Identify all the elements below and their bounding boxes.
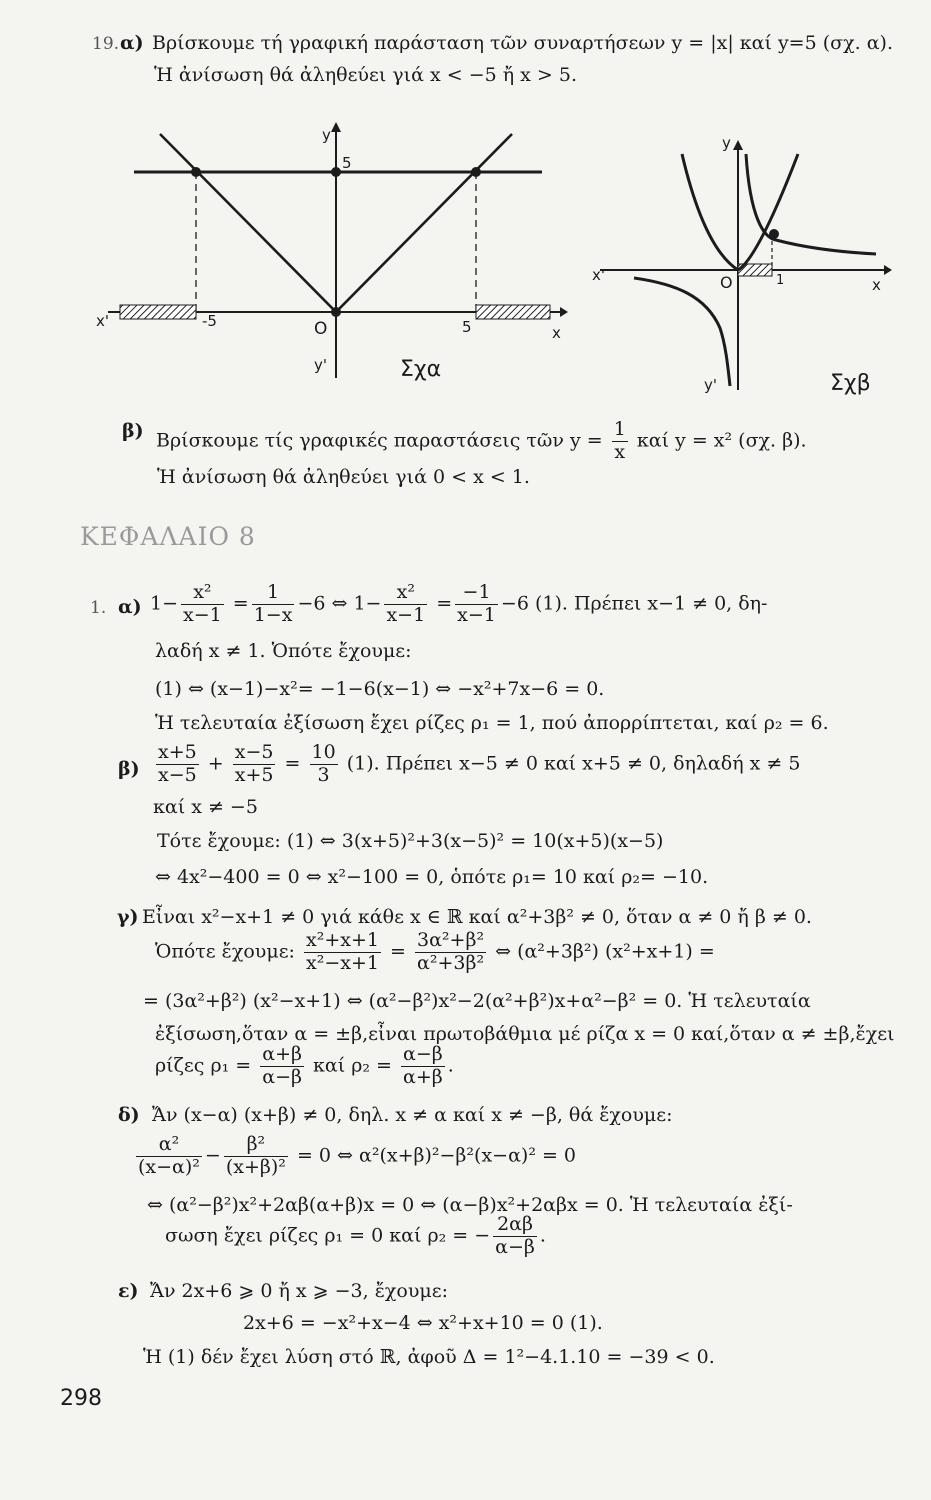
- text-line: Εἶναι x²−x+1 ≠ 0 γιά κάθε x ∈ ℝ καί α²+3β² ≠ 0, ὅταν α ≠ 0 ἤ β ≠ 0.: [142, 906, 812, 928]
- label-five-y: 5: [342, 154, 352, 172]
- label-y: y: [722, 134, 731, 152]
- figure-beta: [586, 128, 906, 400]
- math-line: $\frac{x+5}{x-5}$ + $\frac{x-5}{x+5}$ = $\frac{10}{3}$ (1). Πρέπει x−5 ≠ 0 καί x+5 ≠ 0, δηλαδή x ≠ 5: [158, 741, 801, 786]
- text-line: [156, 419, 807, 464]
- page-number: 298: [60, 1386, 102, 1411]
- math-line: $\frac{\text{α²}}{\text{(x−α)²}}$ − $\frac{\text{β²}}{\text{(x+β)²}}$ = 0 ⇔ α²(x+β)²−β²(x−α)² = 0: [138, 1133, 577, 1178]
- text-line: Ἄν 2x+6 ⩾ 0 ἤ x ⩾ −3, ἔχουμε:: [150, 1280, 448, 1302]
- label-y-prime: y': [314, 356, 328, 374]
- part-label: α): [120, 32, 144, 54]
- part-label: ε): [118, 1280, 139, 1302]
- exercise-number: 19.: [92, 34, 120, 54]
- label-five-x: 5: [462, 318, 472, 336]
- label-x: x: [872, 276, 881, 294]
- part-label: δ): [118, 1104, 140, 1126]
- chapter-heading: ΚΕΦΑΛΑΙΟ 8: [80, 522, 256, 551]
- part-label: γ): [117, 906, 139, 928]
- math-line: ρίζες ρ₁ = $\frac{\alpha+\beta}{\alpha-\beta}$ καί ρ₂ = $\frac{\alpha-\beta}{\alpha+\beta}$ .: [155, 1043, 454, 1088]
- math-line: ⇔ 4x²−400 = 0 ⇔ x²−100 = 0, ὁπότε ρ₁= 10 καί ρ₂= −10.: [155, 866, 709, 888]
- parabola-graph: [682, 154, 798, 270]
- solution-region-left: [120, 305, 196, 319]
- label-y-prime: y': [704, 376, 718, 394]
- hyperbola-positive-branch: [746, 154, 876, 254]
- exercise-number: 1.: [90, 598, 107, 618]
- label-origin: O: [314, 319, 328, 339]
- math-line: ⇔ (α²−β²)x²+2αβ(α+β)x = 0 ⇔ (α−β)x²+2αβx = 0. Ἡ τελευταία ἐξί-: [147, 1194, 793, 1216]
- text-line: Ἄν (x−α) (x+β) ≠ 0, δηλ. x ≠ α καί x ≠ −β, θά ἔχουμε:: [152, 1104, 673, 1126]
- label-x: x: [552, 324, 561, 342]
- text-line: Ἡ ἀνίσωση θά ἀληθεύει γιά 0 < x < 1.: [157, 466, 530, 488]
- hyperbola-negative-branch: [634, 278, 730, 386]
- text-line: λαδή x ≠ 1. Ὁπότε ἔχουμε:: [155, 640, 412, 662]
- figure-caption: Σχβ: [830, 371, 871, 396]
- solution-region-right: [476, 305, 550, 319]
- text-line: Ἡ (1) δέν ἔχει λύση στό ℝ, ἀφοῦ Δ = 1²−4.1.10 = −39 < 0.: [143, 1346, 715, 1368]
- text-fragment: Βρίσκουμε τίς γραφικές παραστάσεις τῶν y =: [156, 429, 603, 452]
- label-x-prime: x': [592, 266, 606, 284]
- text-line: Βρίσκουμε τή γραφική παράσταση τῶν συναρτήσεων y = |x| καί y=5 (σχ. α).: [152, 32, 893, 54]
- part-label: β): [122, 420, 144, 442]
- text-line: ἐξίσωση,ὅταν α = ±β,εἶναι πρωτοβάθμια μέ ρίζα x = 0 καί,ὅταν α ≠ ±β,ἔχει: [155, 1023, 895, 1045]
- math-line: Τότε ἔχουμε: (1) ⇔ 3(x+5)²+3(x−5)² = 10(x+5)(x−5): [157, 830, 664, 852]
- part-label: α): [118, 596, 142, 618]
- math-line: 1− $\frac{\text{x²}}{x-1}$ = $\frac{1}{1-x}$ −6 ⇔ 1− $\frac{\text{x²}}{x-1}$ = $\frac{-1}{x-1}$ −6 (1). Πρέπει x−1 ≠ 0, δη-: [150, 581, 768, 626]
- math-line: σωση ἔχει ρίζες ρ₁ = 0 καί ρ₂ = − $\frac{2\alpha\beta}{\alpha-\beta}$ .: [165, 1213, 546, 1258]
- label-y: y: [322, 126, 331, 144]
- label-one: 1: [776, 273, 785, 288]
- figure-caption: Σχα: [400, 357, 442, 382]
- text-line: καί x ≠ −5: [153, 796, 258, 818]
- text-line: Ἡ ἀνίσωση θά ἀληθεύει γιά x < −5 ἤ x > 5.: [154, 64, 578, 86]
- label-origin: O: [720, 273, 733, 292]
- label-minus-five: -5: [202, 312, 217, 330]
- math-line: 2x+6 = −x²+x−4 ⇔ x²+x+10 = 0 (1).: [243, 1312, 603, 1334]
- label-x-prime: x': [96, 312, 110, 330]
- math-line: (1) ⇔ (x−1)−x²= −1−6(x−1) ⇔ −x²+7x−6 = 0.: [155, 678, 605, 700]
- part-label: β): [118, 758, 140, 780]
- text-line: Ἡ τελευταία ἐξίσωση ἔχει ρίζες ρ₁ = 1, πού ἀπορρίπτεται, καί ρ₂ = 6.: [155, 712, 829, 734]
- text-fragment: καί y = x² (σχ. β).: [636, 429, 807, 452]
- fraction: $\frac{1}{x}$: [613, 418, 626, 463]
- figure-alpha: [90, 118, 570, 393]
- math-line: = (3α²+β²) (x²−x+1) ⇔ (α²−β²)x²−2(α²+β²)x+α²−β² = 0. Ἡ τελευταία: [143, 990, 811, 1012]
- math-line: Ὁπότε ἔχουμε: $\frac{\text{x²+x+1}}{\text{x²−x+1}}$ = $\frac{\text{3α²+β²}}{\text{α²+3β²}}$ ⇔ (α²+3β²) (x²+x+1) =: [155, 929, 715, 974]
